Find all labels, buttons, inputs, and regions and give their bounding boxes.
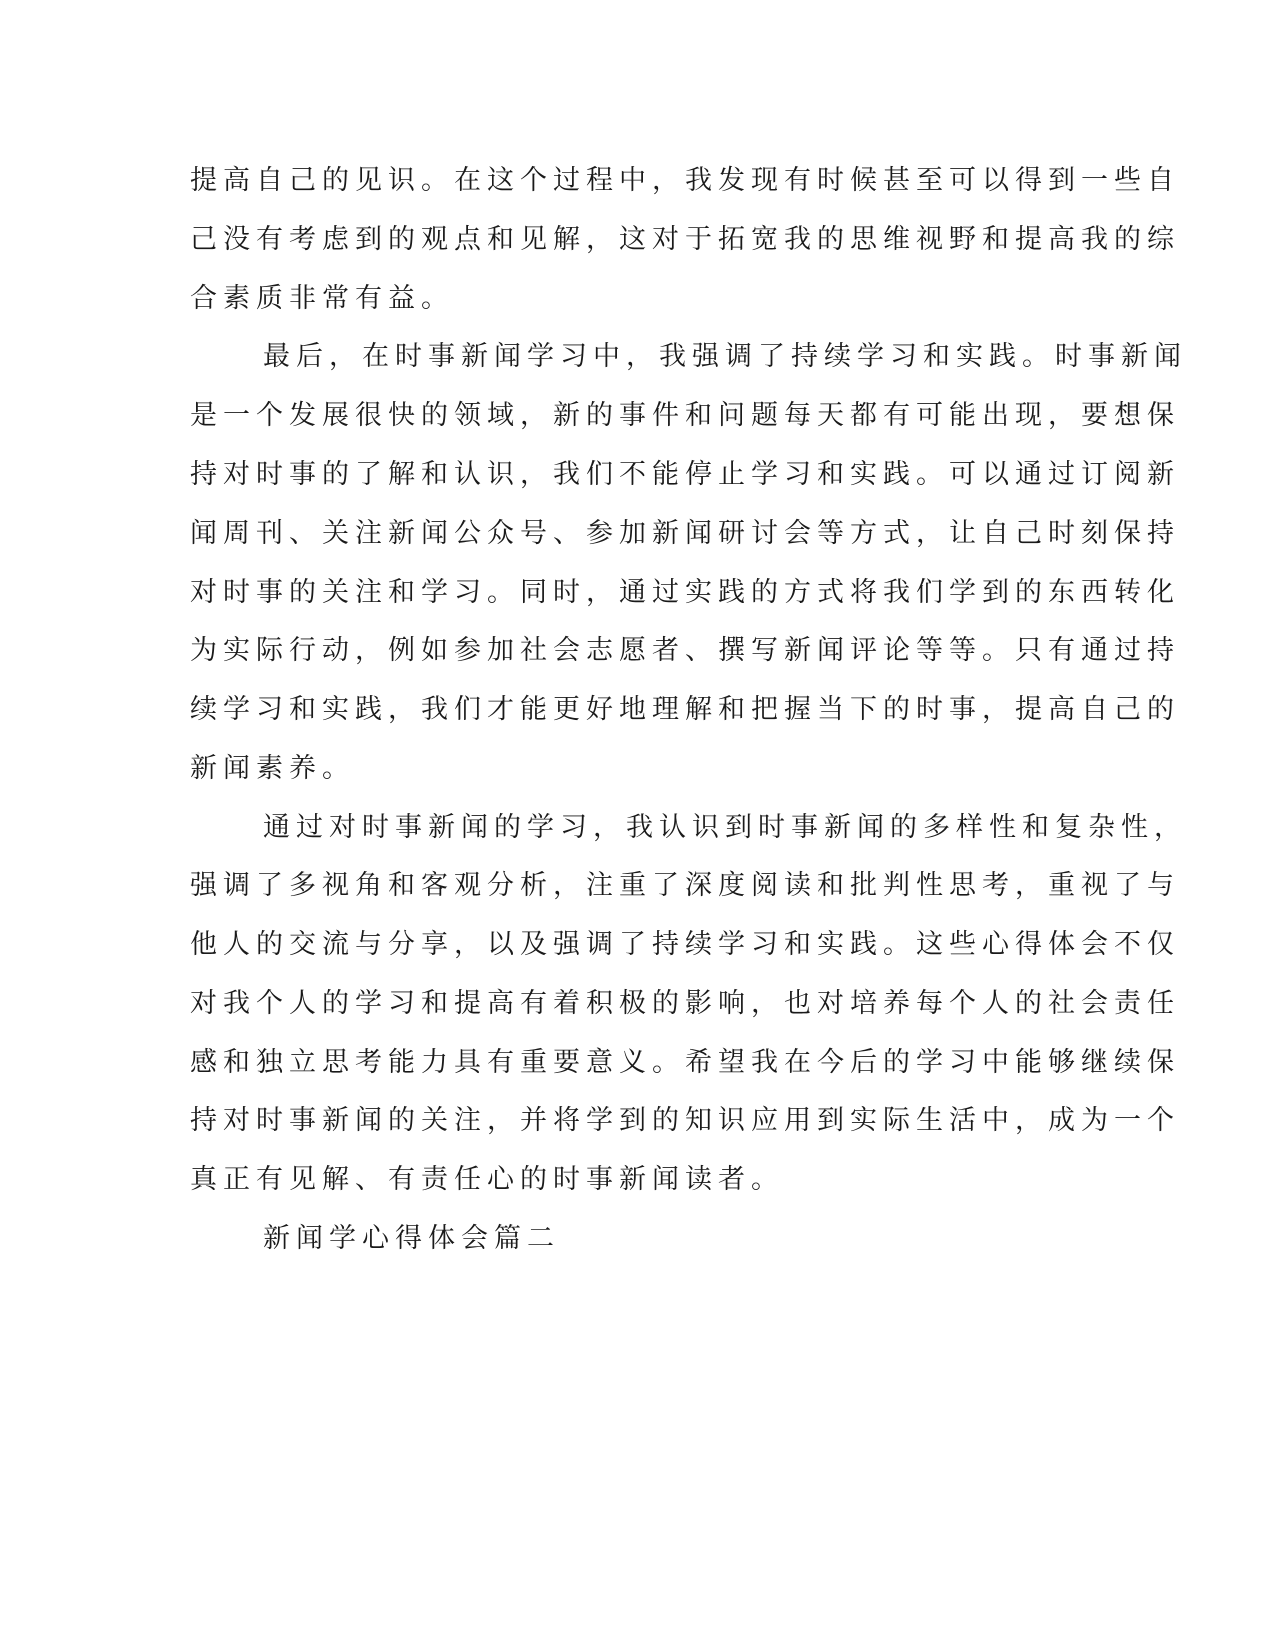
paragraph-line: 持对时事新闻的关注，并将学到的知识应用到实际生活中，成为一个 — [190, 1105, 1180, 1136]
paragraph-line: 是一个发展很快的领域，新的事件和问题每天都有可能出现，要想保 — [190, 400, 1180, 431]
paragraph-line: 持对时事的了解和认识，我们不能停止学习和实践。可以通过订阅新 — [190, 459, 1180, 490]
paragraph-line: 感和独立思考能力具有重要意义。希望我在今后的学习中能够继续保 — [190, 1047, 1180, 1078]
paragraph-line: 通过对时事新闻的学习，我认识到时事新闻的多样性和复杂性， — [263, 812, 1187, 843]
paragraph-line: 对我个人的学习和提高有着积极的影响，也对培养每个人的社会责任 — [190, 988, 1180, 1019]
paragraph-line: 提高自己的见识。在这个过程中，我发现有时候甚至可以得到一些自 — [190, 165, 1180, 196]
paragraph-line: 对时事的关注和学习。同时，通过实践的方式将我们学到的东西转化 — [190, 577, 1180, 608]
section-heading: 新闻学心得体会篇二 — [263, 1223, 560, 1254]
paragraph-line: 合素质非常有益。 — [190, 283, 454, 314]
paragraph-line: 新闻素养。 — [190, 753, 355, 784]
paragraph-line: 他人的交流与分享，以及强调了持续学习和实践。这些心得体会不仅 — [190, 929, 1180, 960]
paragraph-line: 己没有考虑到的观点和见解，这对于拓宽我的思维视野和提高我的综 — [190, 224, 1180, 255]
paragraph-line: 闻周刊、关注新闻公众号、参加新闻研讨会等方式，让自己时刻保持 — [190, 518, 1180, 549]
paragraph-line: 最后，在时事新闻学习中，我强调了持续学习和实践。时事新闻 — [263, 341, 1187, 372]
paragraph-line: 为实际行动，例如参加社会志愿者、撰写新闻评论等等。只有通过持 — [190, 635, 1180, 666]
paragraph-line: 强调了多视角和客观分析，注重了深度阅读和批判性思考，重视了与 — [190, 870, 1180, 901]
paragraph-line: 真正有见解、有责任心的时事新闻读者。 — [190, 1164, 784, 1195]
paragraph-line: 续学习和实践，我们才能更好地理解和把握当下的时事，提高自己的 — [190, 694, 1180, 725]
